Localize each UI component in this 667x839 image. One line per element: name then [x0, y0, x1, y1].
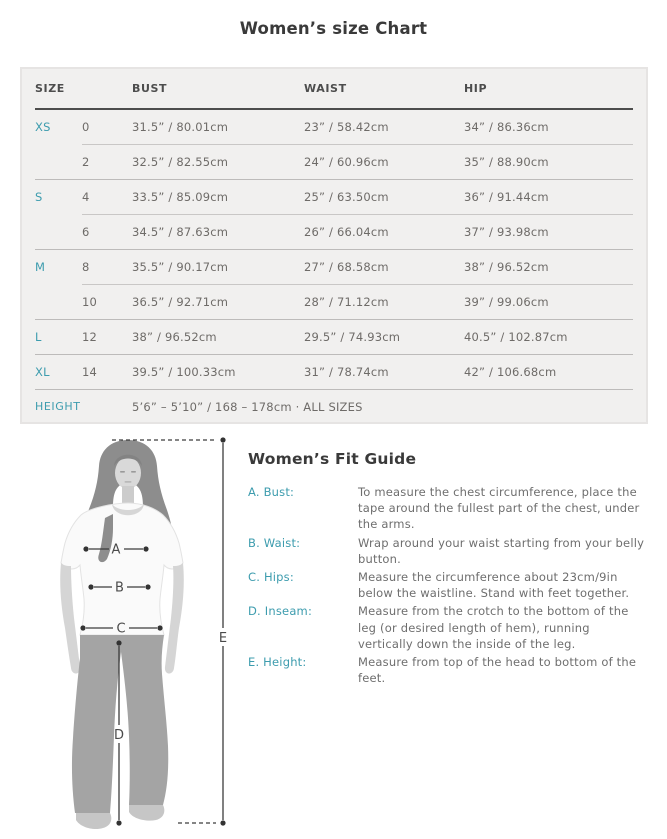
waist-value: 26” / 66.04cm [304, 225, 389, 239]
height-label: HEIGHT [35, 400, 81, 413]
fit-label-waist: B. Waist: [248, 535, 301, 550]
table-row [35, 215, 633, 249]
table-row [35, 250, 633, 284]
waist-value: 25” / 63.50cm [304, 190, 389, 204]
face [115, 457, 141, 489]
height-value: 5’6” – 5’10” / 168 – 178cm · ALL SIZES [132, 399, 363, 414]
bust-value: 32.5” / 82.55cm [132, 155, 229, 169]
tshirt [61, 503, 183, 635]
hips-letter: C [116, 621, 126, 637]
fit-guide-item [248, 654, 648, 686]
column-header-waist: WAIST [304, 82, 347, 95]
fit-guide-section [248, 450, 648, 688]
waist-letter: B [115, 580, 124, 596]
bust-value: 38” / 96.52cm [132, 330, 217, 344]
fit-desc-waist: Wrap around your waist starting from your belly button. [358, 535, 645, 566]
bust-letter: A [111, 542, 121, 558]
size-number: 0 [82, 120, 90, 134]
mouth [125, 481, 132, 483]
size-label: S [35, 190, 43, 204]
fit-guide-item [248, 484, 648, 533]
fit-label-hips: C. Hips: [248, 570, 294, 585]
size-number: 6 [82, 225, 90, 239]
table-row [35, 180, 633, 214]
waist-value: 23” / 58.42cm [304, 120, 389, 134]
fit-diagram [10, 432, 245, 837]
waist-value: 24” / 60.96cm [304, 155, 389, 169]
hip-value: 37” / 93.98cm [464, 225, 549, 239]
table-row [35, 145, 633, 179]
left-foot [76, 813, 111, 829]
right-foot [129, 805, 164, 821]
fit-desc-height: Measure from top of the head to bottom of the feet. [358, 655, 637, 686]
hip-value: 38” / 96.52cm [464, 260, 549, 274]
hip-value: 34” / 86.36cm [464, 120, 549, 134]
size-number: 4 [82, 190, 90, 204]
height-row [35, 390, 633, 423]
waist-value: 28” / 71.12cm [304, 295, 389, 309]
size-label: XS [35, 120, 51, 134]
bust-value: 34.5” / 87.63cm [132, 225, 229, 239]
size-number: 2 [82, 155, 90, 169]
size-label: L [35, 330, 42, 344]
fit-desc-inseam: Measure from the crotch to the bottom of the leg (or desired length of hem), running vertically down the inside of the leg. [358, 604, 629, 651]
fit-desc-hips: Measure the circumference about 23cm/9in below the waistline. Stand with feet together. [358, 570, 630, 601]
column-header-size: SIZE [35, 82, 65, 95]
hip-value: 40.5” / 102.87cm [464, 330, 568, 344]
eye-left [120, 471, 125, 473]
fit-desc-bust: To measure the chest circumference, place the tape around the fullest part of the chest, under the arms. [358, 485, 640, 532]
pants [72, 635, 168, 813]
fit-guide-item [248, 569, 648, 601]
fit-guide-title: Women’s Fit Guide [248, 450, 417, 468]
hip-value: 35” / 88.90cm [464, 155, 549, 169]
table-row [35, 355, 633, 389]
size-number: 12 [82, 330, 98, 344]
size-number: 10 [82, 295, 98, 309]
size-number: 14 [82, 365, 98, 379]
height-letter: E [218, 631, 228, 646]
inseam-letter: D [113, 728, 125, 743]
table-row [35, 320, 633, 354]
size-number: 8 [82, 260, 90, 274]
right-arm [165, 563, 184, 674]
fit-guide-item [248, 535, 648, 567]
waist-value: 29.5” / 74.93cm [304, 330, 401, 344]
eye-right [131, 471, 136, 473]
size-label: XL [35, 365, 50, 379]
column-header-bust: BUST [132, 82, 168, 95]
page-title: Women’s size Chart [239, 19, 428, 38]
table-row [35, 110, 633, 144]
table-header-row [35, 69, 633, 108]
bust-value: 39.5” / 100.33cm [132, 365, 236, 379]
fit-label-height: E. Height: [248, 655, 307, 670]
hip-value: 42” / 106.68cm [464, 365, 557, 379]
column-header-hip: HIP [464, 82, 488, 95]
bust-value: 35.5” / 90.17cm [132, 260, 229, 274]
left-arm [60, 563, 80, 674]
waist-value: 31” / 78.74cm [304, 365, 389, 379]
neck [122, 486, 134, 504]
waist-value: 27” / 68.58cm [304, 260, 389, 274]
bust-value: 36.5” / 92.71cm [132, 295, 229, 309]
bust-value: 31.5” / 80.01cm [132, 120, 229, 134]
hip-value: 39” / 99.06cm [464, 295, 549, 309]
table-row [35, 285, 633, 319]
bust-value: 33.5” / 85.09cm [132, 190, 229, 204]
fit-guide-item [248, 603, 648, 652]
fit-label-inseam: D. Inseam: [248, 604, 313, 619]
size-chart-table [20, 67, 648, 424]
size-label: M [35, 260, 46, 274]
hip-value: 36” / 91.44cm [464, 190, 549, 204]
fit-label-bust: A. Bust: [248, 485, 295, 499]
